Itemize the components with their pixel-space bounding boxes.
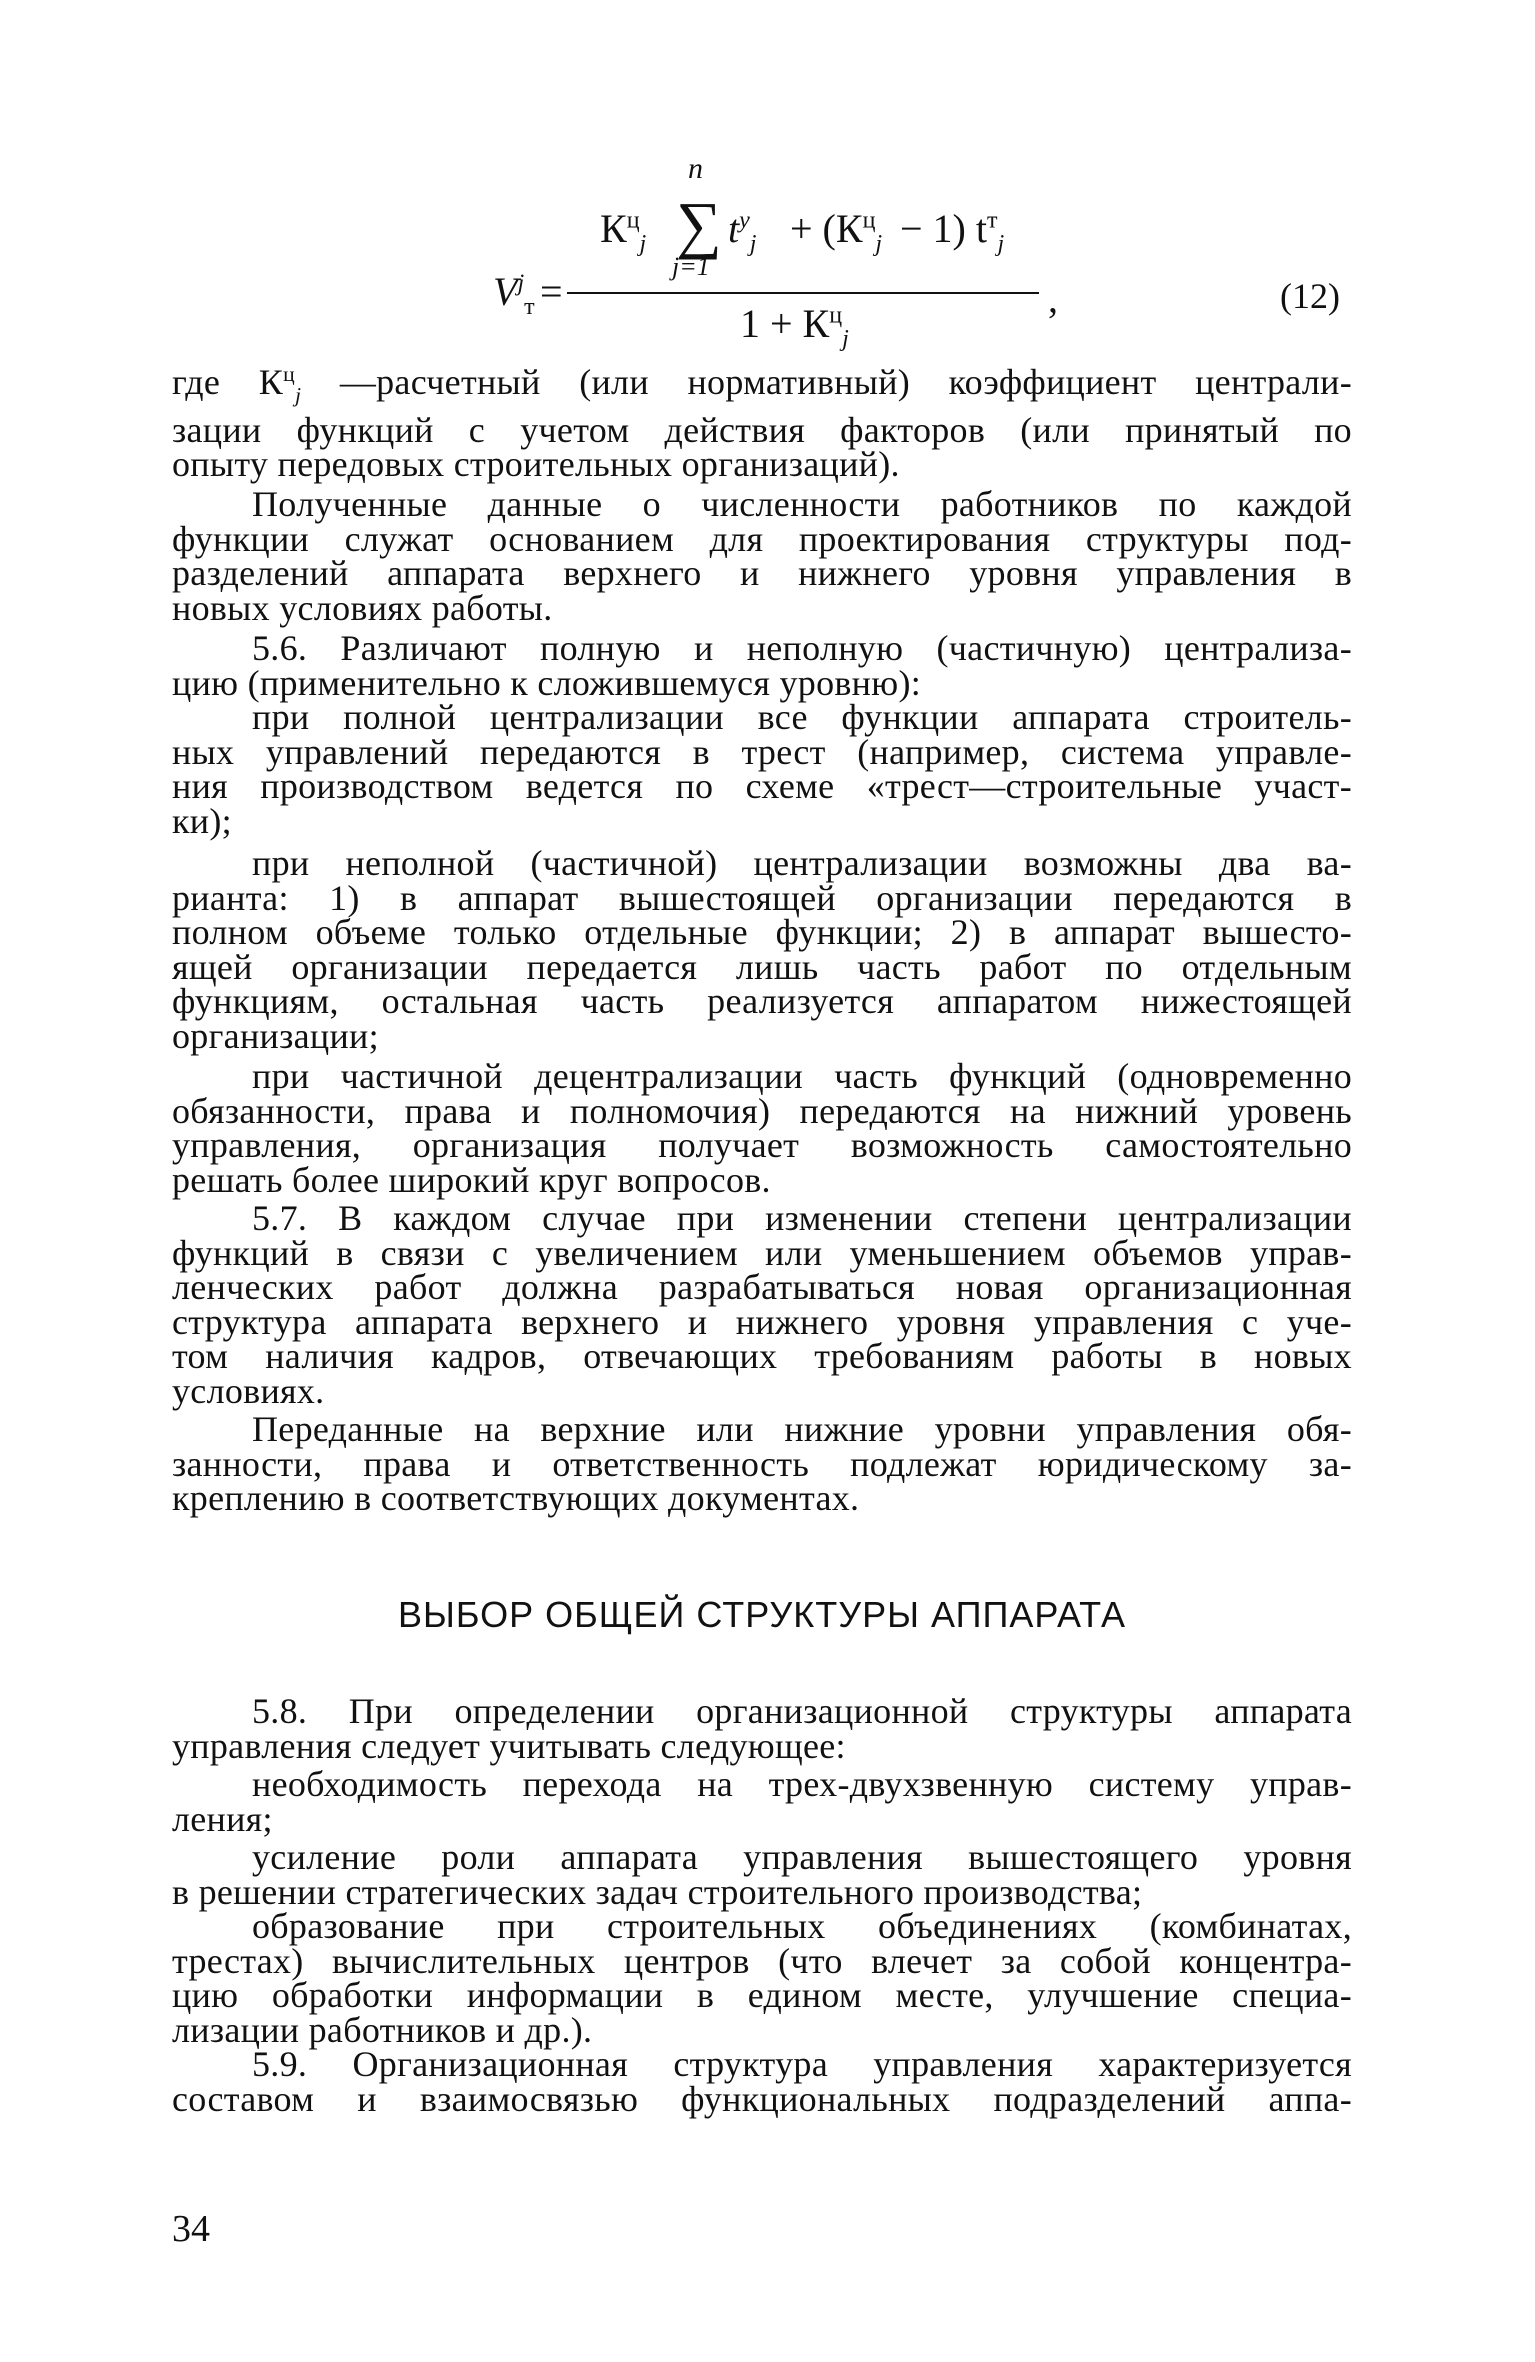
explanation-line-2: зации функций с учетом действия факторов (или принятый по xyxy=(172,409,1352,450)
text-line: усиление роли аппарата управления вышестоящего уровня xyxy=(252,1837,1352,1877)
text-line: 5.6. Различают полную и неполную (частичную) централиза- xyxy=(252,628,1352,668)
text-line: при полной централизации все функции аппарата строитель- xyxy=(252,697,1352,737)
body-section-1 xyxy=(172,484,1352,1518)
formula-12 xyxy=(0,0,1535,360)
text-line: ящей организации передается лишь часть работ по отдельным xyxy=(172,946,1352,987)
text-line: функциям, остальная часть реализуется аппаратом нижестоящей xyxy=(172,981,1352,1021)
sum-symbol: ∑ xyxy=(676,189,722,260)
text-line: образование при строительных объединениях (комбинатах, xyxy=(252,1906,1352,1946)
body-section-2 xyxy=(172,1691,1352,2119)
text-line: том наличия кадров, отвечающих требованиям работы в новых xyxy=(172,1336,1352,1376)
text-line: управления, организация получает возможность самостоятельно xyxy=(172,1125,1352,1165)
text-line: рианта: 1) в аппарат вышестоящей организации передаются в xyxy=(172,877,1352,918)
section-heading: ВЫБОР ОБЩЕЙ СТРУКТУРЫ АППАРАТА xyxy=(398,1594,1126,1635)
numerator-k: $К^ц_j$ xyxy=(600,206,647,257)
text-line: условиях. xyxy=(172,1370,325,1411)
text-line: трестах) вычислительных центров (что влечет за собой концентра- xyxy=(172,1940,1352,1981)
formula-explanation xyxy=(172,357,1352,485)
formula-number: (12) xyxy=(1280,276,1340,316)
text-line: полном объеме только отдельные функции; 2) в аппарат вышесто- xyxy=(172,912,1352,952)
text-line: цию обработки информации в едином месте, улучшение специа- xyxy=(172,1975,1352,2015)
numerator-tail: − 1) $t^т_j$ xyxy=(900,206,1005,257)
paragraph xyxy=(172,484,1352,628)
text-line: функций в связи с увеличением или уменьшением объемов управ- xyxy=(172,1232,1352,1273)
text-line: организации; xyxy=(172,1015,379,1056)
paragraph xyxy=(172,2044,1352,2119)
text-line: 5.7. В каждом случае при изменении степени централизации xyxy=(252,1198,1352,1238)
text-line: занности, права и ответственность подлежат юридическому за- xyxy=(172,1443,1352,1484)
text-line: обязанности, права и полномочия) передаются на нижний уровень xyxy=(172,1090,1352,1131)
paragraph xyxy=(172,628,1352,703)
paragraph xyxy=(172,1691,1352,1766)
explanation-line-1: где $К^ц_j$ —расчетный (или нормативный) коэффициент централи- xyxy=(172,362,1352,408)
numerator-t-y: $t^у_j$ xyxy=(728,206,757,257)
text-line: Полученные данные о численности работников по каждой xyxy=(252,484,1352,524)
text-line: ки); xyxy=(172,800,232,841)
page-number: 34 xyxy=(172,2208,210,2250)
text-line: в решении стратегических задач строительного производства; xyxy=(172,1871,1143,1912)
text-line: ния производством ведется по схеме «трест—строительные участ- xyxy=(172,766,1352,806)
text-line: ных управлений передаются в трест (например, система управле- xyxy=(172,731,1352,772)
sum-upper-limit: n xyxy=(688,152,703,185)
denominator: $1 + К^ц_j$ xyxy=(740,301,849,352)
text-line: 5.8. При определении организационной структуры аппарата xyxy=(252,1691,1352,1731)
text-line: разделений аппарата верхнего и нижнего уровня управления в xyxy=(172,553,1352,593)
equals-sign: = xyxy=(540,269,563,314)
text-line: 5.9. Организационная структура управления характеризуется xyxy=(252,2044,1352,2084)
text-line: при частичной децентрализации часть функций (одновременно xyxy=(252,1056,1352,1096)
paragraph xyxy=(172,1764,1352,1839)
paragraph xyxy=(172,1837,1352,1912)
sum-lower-limit: j=1 xyxy=(672,252,710,281)
paragraph xyxy=(172,1056,1352,1200)
fraction-line xyxy=(567,292,1039,294)
explanation-line-3: опыту передовых строительных организаций). xyxy=(172,444,900,485)
paragraph xyxy=(172,1409,1352,1518)
paragraph xyxy=(172,697,1352,841)
text-line: ления; xyxy=(172,1798,273,1839)
text-line: ленческих работ должна разрабатываться новая организационная xyxy=(172,1267,1352,1307)
text-line: Переданные на верхние или нижние уровни управления обя- xyxy=(252,1409,1352,1449)
paragraph xyxy=(172,1198,1352,1411)
numerator-mid: + ($К^ц_j$ xyxy=(790,206,883,257)
paragraph xyxy=(172,843,1352,1056)
text-line: необходимость перехода на трех-двухзвенную систему управ- xyxy=(252,1764,1352,1804)
text-line: управления следует учитывать следующее: xyxy=(172,1725,846,1766)
formula-comma: , xyxy=(1048,276,1058,321)
text-line: функции служат основанием для проектирования структуры под- xyxy=(172,518,1352,559)
text-line: составом и взаимосвязью функциональных подразделений аппа- xyxy=(172,2078,1352,2119)
text-line: решать более широкий круг вопросов. xyxy=(172,1159,771,1200)
text-line: новых условиях работы. xyxy=(172,587,553,628)
paragraph xyxy=(172,1906,1352,2050)
lhs-v: $V^j_т$ xyxy=(493,269,535,320)
text-line: цию (применительно к сложившемуся уровню): xyxy=(172,662,922,703)
text-line: при неполной (частичной) централизации возможны два ва- xyxy=(252,843,1352,883)
text-line: креплению в соответствующих документах. xyxy=(172,1478,860,1518)
text-line: лизации работников и др.). xyxy=(172,2009,593,2050)
text-line: структура аппарата верхнего и нижнего уровня управления с уче- xyxy=(172,1301,1352,1342)
